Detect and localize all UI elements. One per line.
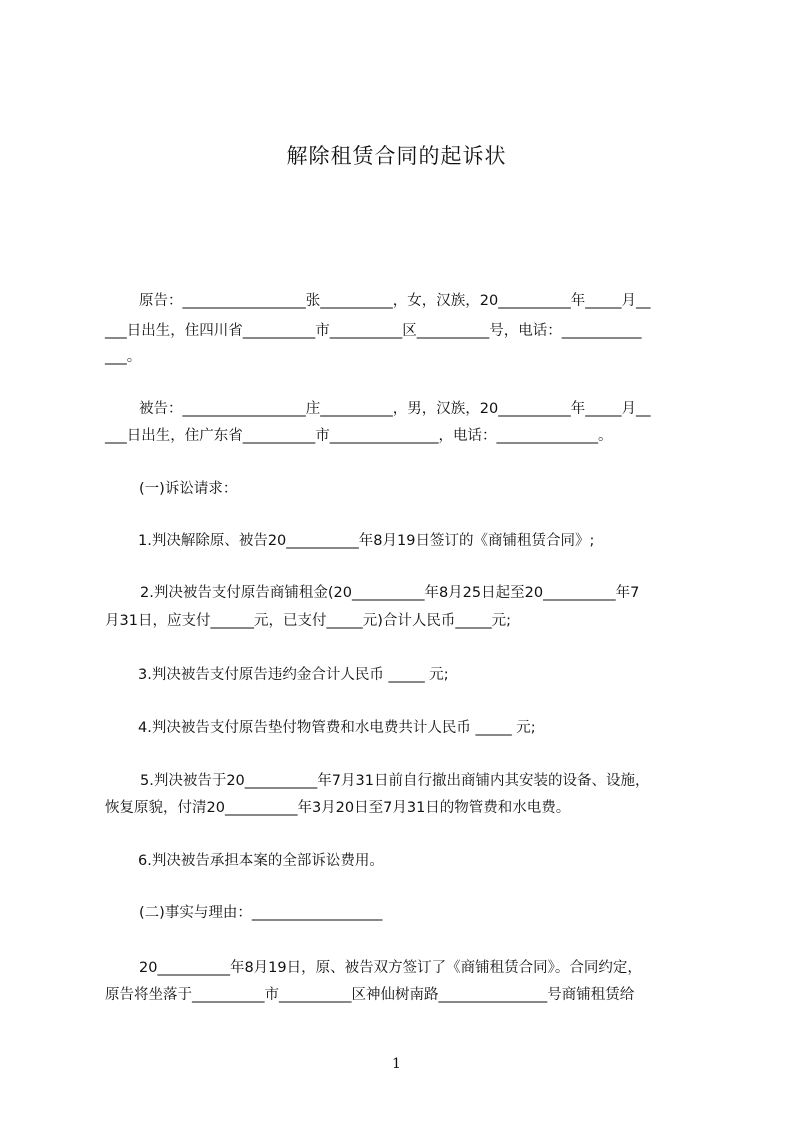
defendant-line-2: ___日出生，住广东省__________市_______________，电话：______________。 — [105, 428, 613, 444]
facts-line-2: 原告将坐落于__________市__________区神仙树南路_______________号商铺租赁给 — [105, 987, 635, 1003]
claim-3: 3.判决被告支付原告违约金合计人民币 _____ 元; — [138, 667, 449, 683]
plaintiff-line-2: ___日出生，住四川省__________市__________区__________号，电话：___________ — [105, 323, 642, 339]
claim-6: 6.判决被告承担本案的全部诉讼费用。 — [138, 853, 384, 869]
facts-line-1: 20__________年8月19日，原、被告双方签订了《商铺租赁合同》。合同约定， — [139, 960, 642, 976]
claim-2-line-1: 2.判决被告支付原告商铺租金(20__________年8月25日起至20__________年7 — [140, 585, 640, 601]
page-number: 1 — [392, 1056, 401, 1072]
document-title: 解除租赁合同的起诉状 — [286, 144, 507, 168]
defendant-line-1: 被告：_________________庄__________，男，汉族，20__________年_____月__ — [139, 401, 651, 417]
claim-5-line-1: 5.判决被告于20__________年7月31日前自行撤出商铺内其安装的设备、设施， — [140, 773, 650, 789]
plaintiff-line-3: ___。 — [105, 349, 142, 365]
plaintiff-line-1: 原告：_________________张__________，女，汉族，20__________年_____月__ — [139, 293, 651, 309]
claim-4: 4.判决被告支付原告垫付物管费和水电费共计人民币 _____ 元; — [138, 720, 536, 736]
claim-5-line-2: 恢复原貌，付清20__________年3月20日至7月31日的物管费和水电费。 — [105, 800, 571, 816]
claims-heading: (一)诉讼请求： — [139, 481, 238, 497]
claim-2-line-2: 月31日，应支付______元，已支付_____元)合计人民币_____元; — [105, 613, 511, 629]
claim-1: 1.判决解除原、被告20__________年8月19日签订的《商铺租赁合同》; — [138, 533, 595, 549]
facts-heading: (二)事实与理由：__________________ — [139, 905, 383, 921]
